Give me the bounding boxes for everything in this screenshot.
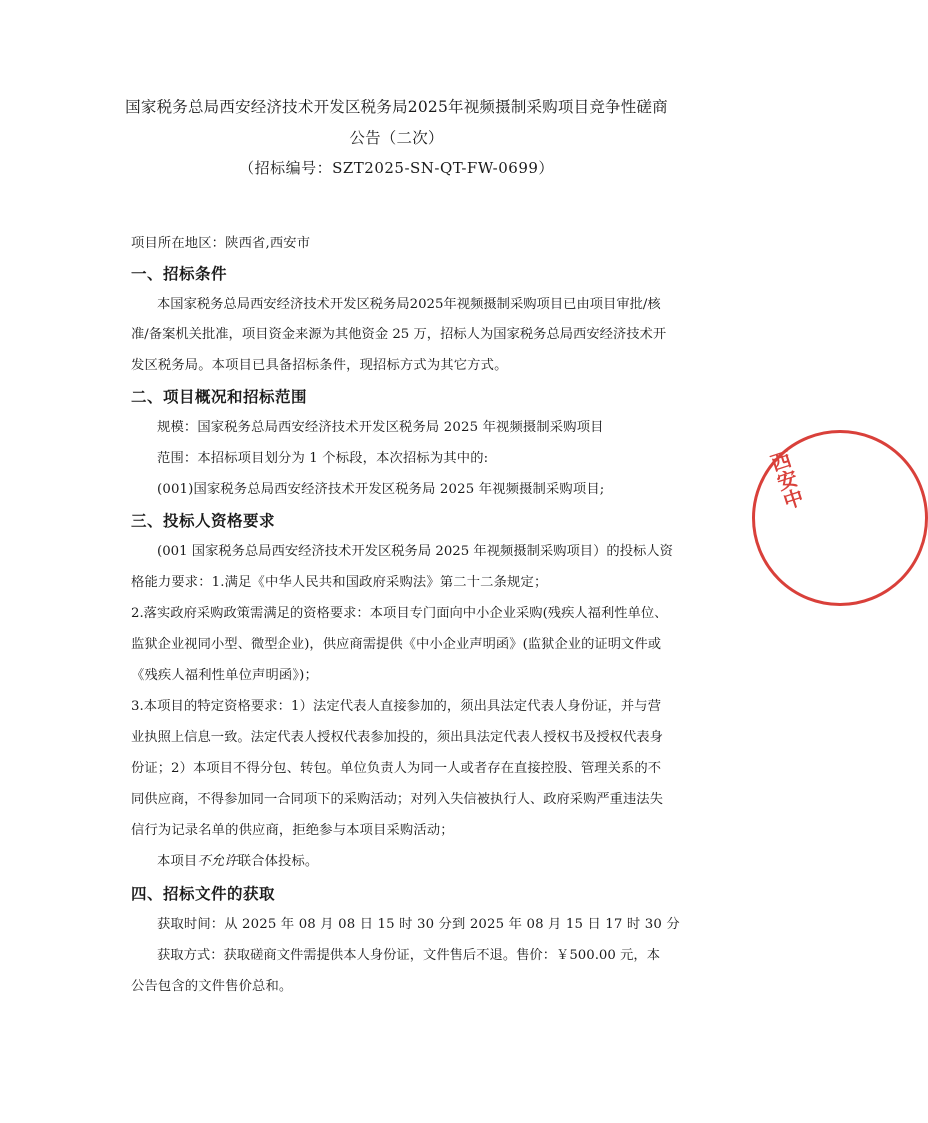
section4-heading: 四、招标文件的获取 xyxy=(131,884,276,903)
consortium-prefix: 本项目 xyxy=(157,854,198,869)
section2-scale: 规模：国家税务总局西安经济技术开发区税务局 2025 年视频摄制采购项目 xyxy=(157,420,604,435)
section3-line4: 监狱企业视同小型、微型企业)，供应商需提供《中小企业声明函》(监狱企业的证明文件或 xyxy=(131,637,661,652)
section1-heading: 一、招标条件 xyxy=(131,264,228,283)
section3-line3: 2.落实政府采购政策需满足的资格要求：本项目专门面向中小企业采购(残疾人福利性单位、 xyxy=(131,606,668,621)
section4-method: 获取方式：获取磋商文件需提供本人身份证，文件售后不退。售价：￥500.00 元，本 xyxy=(157,948,660,963)
doc-title-line1: 国家税务总局西安经济技术开发区税务局2025年视频摄制采购项目竞争性磋商 xyxy=(125,98,668,116)
section1-line3: 发区税务局。本项目已具备招标条件，现招标方式为其它方式。 xyxy=(131,358,508,373)
section4-time: 获取时间：从 2025 年 08 月 08 日 15 时 30 分到 2025 年 08 月 15 日 17 时 30 分 xyxy=(157,917,680,932)
official-seal-text: 西安中 xyxy=(765,447,807,513)
section3-line9: 同供应商，不得参加同一合同项下的采购活动；对列入失信被执行人、政府采购严重违法失 xyxy=(131,792,663,807)
section2-heading: 二、项目概况和招标范围 xyxy=(131,387,308,406)
section3-line1: (001 国家税务总局西安经济技术开发区税务局 2025 年视频摄制采购项目）的投标人资 xyxy=(157,544,673,559)
section2-lot: (001)国家税务总局西安经济技术开发区税务局 2025 年视频摄制采购项目; xyxy=(157,482,605,497)
section2-scope: 范围：本招标项目划分为 1 个标段，本次招标为其中的: xyxy=(157,451,489,466)
project-region: 项目所在地区：陕西省,西安市 xyxy=(131,236,311,251)
section3-line10: 信行为记录名单的供应商，拒绝参与本项目采购活动； xyxy=(131,823,454,838)
section3-line5: 《残疾人福利性单位声明函》)； xyxy=(131,668,318,683)
consortium-handwritten: 不允许 xyxy=(197,854,238,869)
section3-line8: 份证；2）本项目不得分包、转包。单位负责人为同一人或者存在直接控股、管理关系的不 xyxy=(131,761,661,776)
section3-line7: 业执照上信息一致。法定代表人授权代表参加投的，须出具法定代表人授权书及授权代表身 xyxy=(131,730,663,745)
bid-number: （招标编号：SZT2025-SN-QT-FW-0699） xyxy=(239,159,554,177)
section3-heading: 三、投标人资格要求 xyxy=(131,511,276,530)
section3-line2: 格能力要求：1.满足《中华人民共和国政府采购法》第二十二条规定； xyxy=(131,575,548,590)
section1-line2: 准/备案机关批准，项目资金来源为其他资金 25 万，招标人为国家税务总局西安经济技术开 xyxy=(131,327,667,342)
doc-title-line2: 公告（二次） xyxy=(349,129,444,147)
section3-line6: 3.本项目的特定资格要求：1）法定代表人直接参加的，须出具法定代表人身份证，并与营 xyxy=(131,699,661,714)
section4-method-cont: 公告包含的文件售价总和。 xyxy=(131,979,293,994)
consortium-line xyxy=(157,850,318,869)
section1-line1: 本国家税务总局西安经济技术开发区税务局2025年视频摄制采购项目已由项目审批/核 xyxy=(157,297,661,312)
consortium-suffix: 联合体投标。 xyxy=(237,854,319,869)
